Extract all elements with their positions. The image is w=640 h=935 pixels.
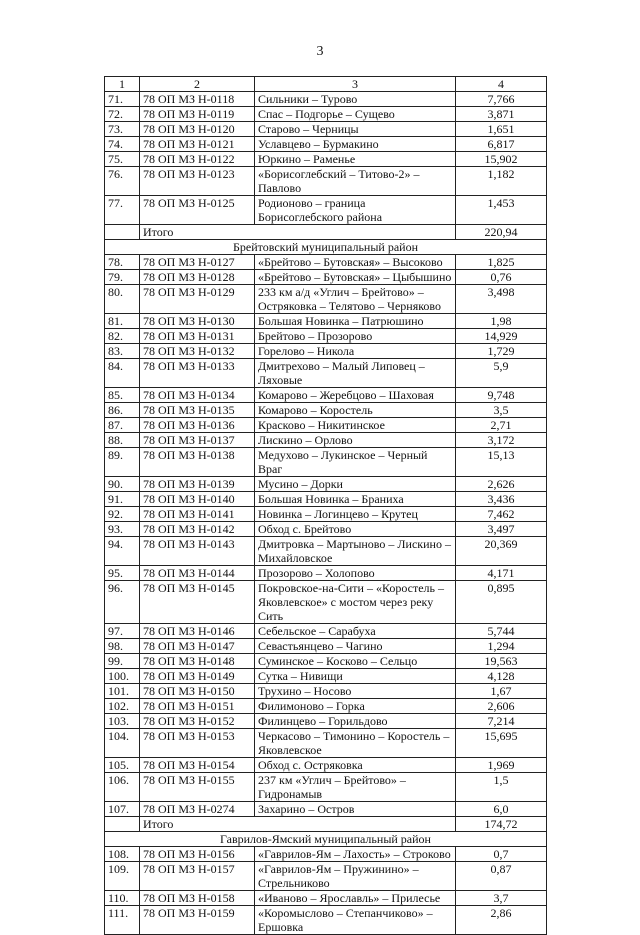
row-number: 93. [105, 522, 140, 537]
table-row [105, 492, 547, 507]
row-number: 91. [105, 492, 140, 507]
road-name: Брейтово – Прозорово [255, 329, 456, 344]
header-cell-code: 2 [140, 77, 255, 92]
header-cell-length: 4 [456, 77, 547, 92]
road-length: 3,7 [456, 891, 547, 906]
road-name: «Борисоглебский – Титово-2» – Павлово [255, 167, 456, 196]
row-number: 78. [105, 255, 140, 270]
road-length: 3,498 [456, 285, 547, 314]
road-length: 9,748 [456, 388, 547, 403]
road-code: 78 ОП МЗ Н-0129 [140, 285, 255, 314]
row-number: 85. [105, 388, 140, 403]
road-length: 2,626 [456, 477, 547, 492]
row-number: 86. [105, 403, 140, 418]
road-length: 3,5 [456, 403, 547, 418]
row-number: 94. [105, 537, 140, 566]
row-number: 99. [105, 654, 140, 669]
row-number: 73. [105, 122, 140, 137]
road-name: Покровское-на-Сити – «Коростель – Яковлевское» с мостом через реку Сить [255, 581, 456, 624]
row-number: 87. [105, 418, 140, 433]
road-name: Севастьянцево – Чагино [255, 639, 456, 654]
road-code: 78 ОП МЗ Н-0118 [140, 92, 255, 107]
road-name: Уславцево – Бурмакино [255, 137, 456, 152]
header-row [105, 77, 547, 92]
row-number: 83. [105, 344, 140, 359]
road-code: 78 ОП МЗ Н-0148 [140, 654, 255, 669]
table-row [105, 639, 547, 654]
road-name: Дмитрехово – Малый Липовец – Ляховые [255, 359, 456, 388]
table-row [105, 152, 547, 167]
road-code: 78 ОП МЗ Н-0131 [140, 329, 255, 344]
road-name: Дмитровка – Мартыново – Лискино – Михайловское [255, 537, 456, 566]
road-length: 3,871 [456, 107, 547, 122]
total-label: Итого [140, 817, 456, 832]
road-name: 233 км а/д «Углич – Брейтово» – Остряковка – Телятово – Черняково [255, 285, 456, 314]
road-name: Родионово – граница Борисоглебского района [255, 196, 456, 225]
road-code: 78 ОП МЗ Н-0132 [140, 344, 255, 359]
table-row [105, 862, 547, 891]
road-name: «Гаврилов-Ям – Пружинино» – Стрельниково [255, 862, 456, 891]
road-name: Спас – Подгорье – Сущево [255, 107, 456, 122]
row-number: 106. [105, 773, 140, 802]
road-code: 78 ОП МЗ Н-0146 [140, 624, 255, 639]
road-length: 1,294 [456, 639, 547, 654]
road-code: 78 ОП МЗ Н-0145 [140, 581, 255, 624]
total-value: 174,72 [456, 817, 547, 832]
table-row [105, 418, 547, 433]
table-row [105, 802, 547, 817]
road-name: «Гаврилов-Ям – Лахость» – Строково [255, 847, 456, 862]
roads-table-body [105, 77, 547, 935]
road-length: 7,766 [456, 92, 547, 107]
road-code: 78 ОП МЗ Н-0154 [140, 758, 255, 773]
road-name: «Брейтово – Бутовская» – Цыбышино [255, 270, 456, 285]
road-length: 1,67 [456, 684, 547, 699]
row-number: 80. [105, 285, 140, 314]
row-number: 111. [105, 906, 140, 935]
road-code: 78 ОП МЗ Н-0274 [140, 802, 255, 817]
header-cell-name: 3 [255, 77, 456, 92]
table-row [105, 581, 547, 624]
table-row [105, 285, 547, 314]
road-length: 4,171 [456, 566, 547, 581]
road-code: 78 ОП МЗ Н-0156 [140, 847, 255, 862]
table-row [105, 654, 547, 669]
road-name: Красково – Никитинское [255, 418, 456, 433]
row-number: 108. [105, 847, 140, 862]
total-value: 220,94 [456, 225, 547, 240]
road-length: 1,825 [456, 255, 547, 270]
road-code: 78 ОП МЗ Н-0151 [140, 699, 255, 714]
road-length: 1,182 [456, 167, 547, 196]
row-number: 89. [105, 448, 140, 477]
road-length: 2,71 [456, 418, 547, 433]
road-length: 6,817 [456, 137, 547, 152]
table-row [105, 388, 547, 403]
road-length: 1,651 [456, 122, 547, 137]
road-code: 78 ОП МЗ Н-0153 [140, 729, 255, 758]
table-row [105, 714, 547, 729]
road-length: 15,902 [456, 152, 547, 167]
road-code: 78 ОП МЗ Н-0130 [140, 314, 255, 329]
row-number: 96. [105, 581, 140, 624]
table-row [105, 906, 547, 935]
row-number: 76. [105, 167, 140, 196]
roads-table [104, 76, 547, 935]
road-name: Обход с. Брейтово [255, 522, 456, 537]
road-length: 0,895 [456, 581, 547, 624]
road-code: 78 ОП МЗ Н-0127 [140, 255, 255, 270]
total-empty-cell [105, 225, 140, 240]
table-row [105, 684, 547, 699]
row-number: 72. [105, 107, 140, 122]
table-row [105, 433, 547, 448]
road-code: 78 ОП МЗ Н-0136 [140, 418, 255, 433]
road-code: 78 ОП МЗ Н-0119 [140, 107, 255, 122]
road-name: 237 км «Углич – Брейтово» – Гидронамыв [255, 773, 456, 802]
road-code: 78 ОП МЗ Н-0147 [140, 639, 255, 654]
road-code: 78 ОП МЗ Н-0123 [140, 167, 255, 196]
table-row [105, 847, 547, 862]
road-name: Себельское – Сарабуха [255, 624, 456, 639]
row-number: 71. [105, 92, 140, 107]
road-code: 78 ОП МЗ Н-0142 [140, 522, 255, 537]
table-row [105, 122, 547, 137]
road-code: 78 ОП МЗ Н-0155 [140, 773, 255, 802]
road-code: 78 ОП МЗ Н-0144 [140, 566, 255, 581]
road-name: Обход с. Остряковка [255, 758, 456, 773]
section-title: Брейтовский муниципальный район [105, 240, 547, 255]
road-code: 78 ОП МЗ Н-0137 [140, 433, 255, 448]
total-empty-cell [105, 817, 140, 832]
road-name: «Иваново – Ярославль» – Прилесье [255, 891, 456, 906]
table-row [105, 729, 547, 758]
road-length: 7,462 [456, 507, 547, 522]
row-number: 92. [105, 507, 140, 522]
road-length: 1,5 [456, 773, 547, 802]
road-length: 3,436 [456, 492, 547, 507]
table-row [105, 344, 547, 359]
table-row [105, 758, 547, 773]
table-row [105, 477, 547, 492]
table-row [105, 507, 547, 522]
table-row [105, 566, 547, 581]
row-number: 74. [105, 137, 140, 152]
table-row [105, 448, 547, 477]
road-code: 78 ОП МЗ Н-0139 [140, 477, 255, 492]
row-number: 84. [105, 359, 140, 388]
header-cell-number: 1 [105, 77, 140, 92]
road-length: 14,929 [456, 329, 547, 344]
road-code: 78 ОП МЗ Н-0150 [140, 684, 255, 699]
row-number: 107. [105, 802, 140, 817]
road-code: 78 ОП МЗ Н-0152 [140, 714, 255, 729]
total-row [105, 225, 547, 240]
road-name: Суминское – Косково – Сельцо [255, 654, 456, 669]
road-length: 2,606 [456, 699, 547, 714]
road-name: Прозорово – Холопово [255, 566, 456, 581]
road-name: Большая Новинка – Браниха [255, 492, 456, 507]
table-row [105, 314, 547, 329]
road-length: 0,76 [456, 270, 547, 285]
road-length: 2,86 [456, 906, 547, 935]
road-code: 78 ОП МЗ Н-0125 [140, 196, 255, 225]
road-name: Мусино – Дорки [255, 477, 456, 492]
table-row [105, 403, 547, 418]
road-name: Горелово – Никола [255, 344, 456, 359]
road-length: 3,497 [456, 522, 547, 537]
road-length: 4,128 [456, 669, 547, 684]
road-code: 78 ОП МЗ Н-0135 [140, 403, 255, 418]
road-code: 78 ОП МЗ Н-0134 [140, 388, 255, 403]
table-row [105, 92, 547, 107]
row-number: 75. [105, 152, 140, 167]
road-code: 78 ОП МЗ Н-0140 [140, 492, 255, 507]
road-name: Черкасово – Тимонино – Коростель – Яковлевское [255, 729, 456, 758]
road-length: 0,7 [456, 847, 547, 862]
road-code: 78 ОП МЗ Н-0121 [140, 137, 255, 152]
road-code: 78 ОП МЗ Н-0133 [140, 359, 255, 388]
road-name: «Брейтово – Бутовская» – Высоково [255, 255, 456, 270]
road-length: 5,9 [456, 359, 547, 388]
section-row [105, 832, 547, 847]
table-row [105, 137, 547, 152]
road-code: 78 ОП МЗ Н-0158 [140, 891, 255, 906]
row-number: 110. [105, 891, 140, 906]
row-number: 109. [105, 862, 140, 891]
row-number: 101. [105, 684, 140, 699]
row-number: 104. [105, 729, 140, 758]
table-row [105, 699, 547, 714]
road-name: Новинка – Логинцево – Крутец [255, 507, 456, 522]
road-name: Большая Новинка – Патрюшино [255, 314, 456, 329]
road-length: 20,369 [456, 537, 547, 566]
row-number: 82. [105, 329, 140, 344]
road-name: Лискино – Орлово [255, 433, 456, 448]
road-name: Медухово – Лукинское – Черный Враг [255, 448, 456, 477]
total-row [105, 817, 547, 832]
table-row [105, 359, 547, 388]
row-number: 102. [105, 699, 140, 714]
road-length: 1,969 [456, 758, 547, 773]
row-number: 97. [105, 624, 140, 639]
table-row [105, 167, 547, 196]
road-length: 19,563 [456, 654, 547, 669]
road-length: 5,744 [456, 624, 547, 639]
road-length: 15,13 [456, 448, 547, 477]
table-row [105, 891, 547, 906]
row-number: 105. [105, 758, 140, 773]
road-code: 78 ОП МЗ Н-0157 [140, 862, 255, 891]
row-number: 90. [105, 477, 140, 492]
table-row [105, 107, 547, 122]
road-name: Комарово – Жеребцово – Шаховая [255, 388, 456, 403]
row-number: 100. [105, 669, 140, 684]
row-number: 88. [105, 433, 140, 448]
section-row [105, 240, 547, 255]
road-code: 78 ОП МЗ Н-0159 [140, 906, 255, 935]
total-label: Итого [140, 225, 456, 240]
road-length: 1,729 [456, 344, 547, 359]
road-name: Сутка – Нивищи [255, 669, 456, 684]
road-code: 78 ОП МЗ Н-0138 [140, 448, 255, 477]
table-row [105, 255, 547, 270]
table-row [105, 773, 547, 802]
row-number: 103. [105, 714, 140, 729]
page-number: 3 [316, 44, 324, 59]
road-code: 78 ОП МЗ Н-0141 [140, 507, 255, 522]
row-number: 79. [105, 270, 140, 285]
table-row [105, 329, 547, 344]
road-length: 1,98 [456, 314, 547, 329]
road-length: 3,172 [456, 433, 547, 448]
road-code: 78 ОП МЗ Н-0149 [140, 669, 255, 684]
road-name: Захарино – Остров [255, 802, 456, 817]
road-name: Сильники – Турово [255, 92, 456, 107]
road-name: Юркино – Раменье [255, 152, 456, 167]
road-length: 0,87 [456, 862, 547, 891]
road-code: 78 ОП МЗ Н-0120 [140, 122, 255, 137]
road-code: 78 ОП МЗ Н-0128 [140, 270, 255, 285]
table-row [105, 196, 547, 225]
road-name: Комарово – Коростель [255, 403, 456, 418]
row-number: 81. [105, 314, 140, 329]
table-row [105, 537, 547, 566]
table-row [105, 624, 547, 639]
table-row [105, 522, 547, 537]
row-number: 98. [105, 639, 140, 654]
table-row [105, 669, 547, 684]
road-name: Филимоново – Горка [255, 699, 456, 714]
road-code: 78 ОП МЗ Н-0122 [140, 152, 255, 167]
road-name: «Коромыслово – Степанчиково» – Ершовка [255, 906, 456, 935]
row-number: 95. [105, 566, 140, 581]
road-length: 1,453 [456, 196, 547, 225]
road-length: 7,214 [456, 714, 547, 729]
road-name: Трухино – Носово [255, 684, 456, 699]
row-number: 77. [105, 196, 140, 225]
road-length: 15,695 [456, 729, 547, 758]
road-code: 78 ОП МЗ Н-0143 [140, 537, 255, 566]
road-name: Старово – Черницы [255, 122, 456, 137]
road-name: Филинцево – Горильдово [255, 714, 456, 729]
road-length: 6,0 [456, 802, 547, 817]
table-row [105, 270, 547, 285]
section-title: Гаврилов-Ямский муниципальный район [105, 832, 547, 847]
